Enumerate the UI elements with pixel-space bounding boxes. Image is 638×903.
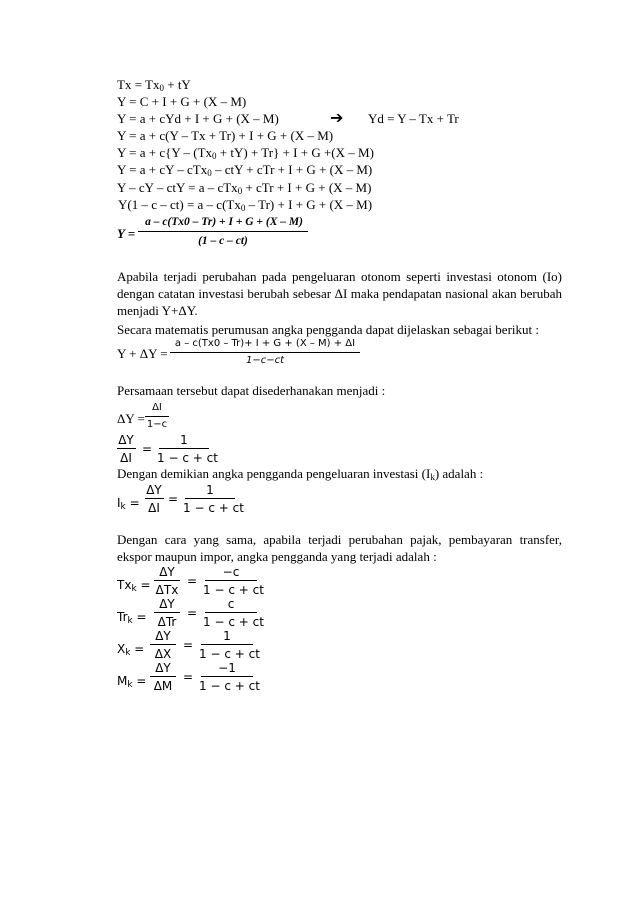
multiplier-numerator-2: c (227, 597, 235, 611)
fraction-bar (117, 448, 136, 449)
eq-sub: 0 (240, 203, 246, 213)
multiplier-numerator-2: −c (222, 565, 240, 579)
para-text: Dengan demikian angka pengganda pengeluaran investasi (I (117, 466, 431, 481)
equals-sign: = (182, 638, 194, 652)
multiplier-denominator-1: ΔTx (155, 583, 179, 597)
equation-factor (118, 197, 372, 212)
y-solution-lhs: Y = (117, 226, 136, 241)
multiplier-numerator-2: 1 (223, 629, 231, 643)
fraction-bar (201, 644, 253, 645)
fraction-bar (159, 448, 209, 449)
equation-disposable: Y = a + cYd + I + G + (X – M) (117, 111, 279, 126)
eq-text: + cTr + I + G + (X – M) (242, 180, 372, 195)
eq-sub: 0 (212, 151, 217, 161)
fraction-bar (205, 580, 257, 581)
para-text: ) adalah : (434, 466, 484, 481)
dy-lhs: ΔY = (117, 411, 145, 426)
multiplier-denominator-2: 1 − c + ct (199, 679, 260, 693)
multiplier-denominator-2: 1 − c + ct (203, 583, 264, 597)
multiplier-denominator-2: 1 − c + ct (203, 615, 264, 629)
equals-sign: = (186, 606, 198, 620)
ik-sub: k (120, 502, 126, 512)
eq-sub: 0 (237, 186, 243, 196)
paragraph-other-multipliers: Dengan cara yang sama, apabila terjadi perubahan pajak, pembayaran transfer, ekspor maupun impor, angka pengganda yang terjadi adalah : (117, 532, 562, 564)
equation-substitution: Y = a + c(Y – Tx + Tr) + I + G + (X – M) (117, 128, 334, 143)
multiplier-numerator-1: ΔY (159, 565, 175, 579)
equation-tax (117, 77, 191, 92)
eq-text: Y = a + c{Y – (Tx (117, 145, 213, 160)
eq-sub: 0 (159, 83, 164, 93)
paragraph-simplify: Persamaan tersebut dapat disederhanakan menjadi : (117, 383, 386, 398)
arrow-right-icon: ➔ (330, 110, 344, 127)
multiplier-m-lhs (117, 674, 146, 689)
multiplier-denominator-1: ΔX (154, 647, 172, 661)
ik-numerator-1: ΔY (146, 483, 162, 497)
fraction-bar (154, 580, 180, 581)
equals-sign: = (167, 492, 179, 506)
para-sub: k (430, 472, 435, 482)
eq-text: Tx = Tx (117, 77, 160, 92)
eq-sub: 0 (207, 168, 212, 178)
dy2-denominator-2: 1 − c + ct (157, 451, 218, 465)
ik-letter: I (117, 496, 121, 510)
dy-denominator: 1−c (146, 419, 168, 430)
mult-letter: Tr (117, 610, 128, 624)
fraction-bar (170, 352, 360, 353)
equation-collect (117, 180, 371, 195)
paragraph-investment-multiplier (117, 466, 483, 481)
multiplier-denominator-2: 1 − c + ct (199, 647, 260, 661)
eq-text: – Tr) + I + G + (X – M) (245, 197, 373, 212)
mult-sub: k (125, 648, 131, 658)
equals-sign: = (130, 642, 145, 656)
multiplier-denominator-1: ΔM (153, 679, 173, 693)
equation-expand-2 (117, 162, 372, 177)
fraction-bar (150, 676, 176, 677)
fraction-bar (205, 612, 257, 613)
ik-lhs (117, 496, 140, 511)
equation-expand-1 (117, 145, 374, 160)
multiplier-numerator-2: −1 (218, 661, 236, 675)
multiplier-tx-lhs (117, 578, 151, 593)
paragraph-mathematical: Secara matematis perumusan angka pengganda dapat dijelaskan sebagai berikut : (117, 322, 539, 337)
fraction-bar (138, 231, 308, 232)
eq-text: Y = a + cY – cTx (117, 162, 208, 177)
y-solution-denominator: (1 – c – ct) (198, 235, 248, 247)
y-delta-denominator: 1−c−ct (245, 355, 285, 366)
equation-yd-definition: Yd = Y – Tx + Tr (368, 111, 459, 126)
fraction-bar (145, 498, 164, 499)
mult-letter: X (117, 642, 126, 656)
fraction-bar (150, 644, 176, 645)
equals-sign: = (186, 574, 198, 588)
multiplier-x-lhs (117, 642, 144, 657)
dy2-numerator-1: ΔY (118, 433, 134, 447)
equals-sign: = (182, 670, 194, 684)
equals-sign: = (136, 578, 151, 592)
fraction-bar (185, 498, 235, 499)
multiplier-numerator-1: ΔY (155, 629, 171, 643)
eq-text: + tY) + Tr} + I + G +(X – M) (216, 145, 374, 160)
equals-sign: = (132, 610, 147, 624)
eq-text: Y – cY – ctY = a – cTx (117, 180, 238, 195)
mult-letter: Tx (117, 578, 132, 592)
mult-letter: M (117, 674, 128, 688)
eq-text: Y(1 – c – ct) = a – c(Tx (118, 197, 241, 212)
multiplier-tr-lhs (117, 610, 147, 625)
equation-income: Y = C + I + G + (X – M) (117, 94, 247, 109)
multiplier-denominator-1: ΔTr (157, 615, 177, 629)
ik-numerator-2: 1 (206, 483, 214, 497)
mult-sub: k (131, 584, 137, 594)
fraction-bar (145, 416, 169, 417)
multiplier-numerator-1: ΔY (155, 661, 171, 675)
dy2-denominator-1: ΔI (120, 451, 132, 465)
equals-sign: = (129, 496, 140, 510)
y-delta-numerator: a – c(Tx0 – Tr)+ I + G + (X – M) + ΔI (174, 338, 356, 349)
mult-sub: k (127, 680, 133, 690)
fraction-bar (154, 612, 180, 613)
paragraph-autonomous-change: Apabila terjadi perubahan pada pengeluaran otonom seperti investasi otonom (Io) dengan catatan investasi berubah sebesar ΔI maka pendapatan nasional akan berubah menjadi Y+ΔY. (117, 269, 562, 318)
fraction-bar (201, 676, 253, 677)
equals-sign: = (141, 442, 153, 456)
eq-text: + tY (163, 77, 191, 92)
equals-sign: = (132, 674, 147, 688)
dy-numerator: ΔI (152, 402, 162, 413)
ik-denominator-2: 1 − c + ct (183, 501, 244, 515)
ik-denominator-1: ΔI (148, 501, 160, 515)
y-delta-lhs: Y + ΔY = (117, 346, 168, 361)
multiplier-numerator-1: ΔY (159, 597, 175, 611)
y-solution-numerator: a – c(Tx0 – Tr) + I + G + (X – M) (145, 216, 303, 228)
dy2-numerator-2: 1 (180, 433, 188, 447)
mult-sub: k (127, 616, 133, 626)
eq-text: – ctY + cTr + I + G + (X – M) (211, 162, 373, 177)
